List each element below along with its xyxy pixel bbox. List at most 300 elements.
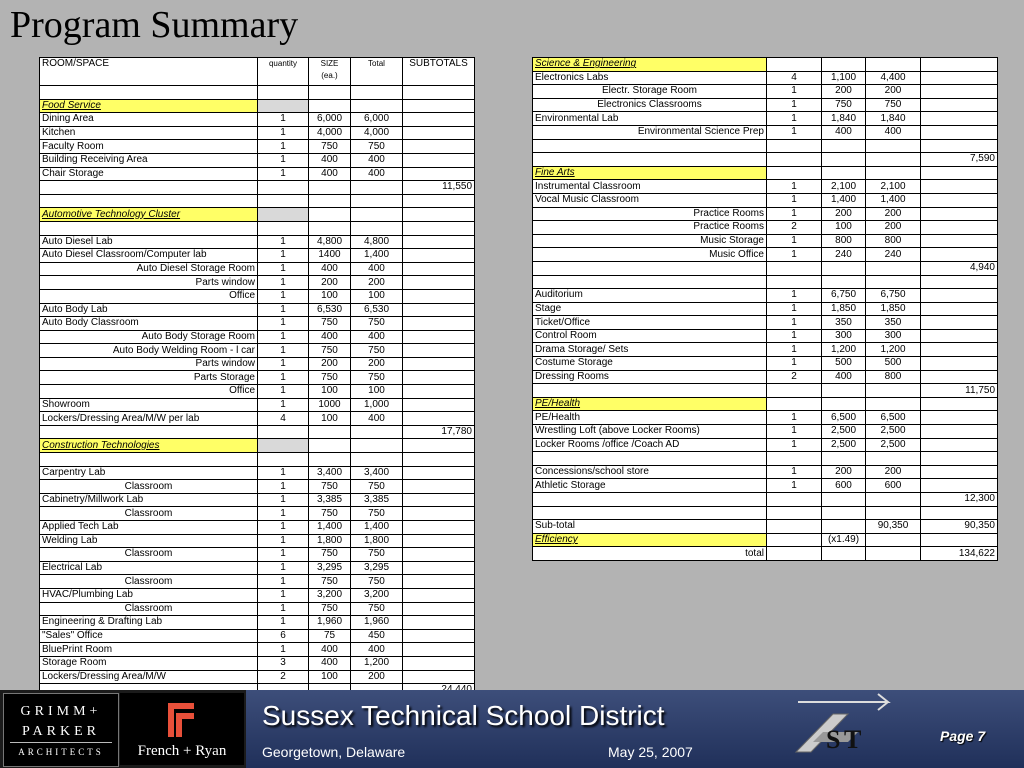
size-cell: (x1.49) xyxy=(822,533,866,547)
total-cell xyxy=(866,533,921,547)
quantity-cell xyxy=(258,208,309,222)
table-row xyxy=(40,656,475,670)
subtotal-cell xyxy=(921,221,998,235)
quantity-cell: 1 xyxy=(258,602,309,616)
room-cell: Sub-total xyxy=(533,520,767,534)
room-cell: Stage xyxy=(533,302,767,316)
size-cell: 500 xyxy=(822,357,866,371)
subtotal-cell xyxy=(921,397,998,411)
total-cell: 3,385 xyxy=(351,493,403,507)
total-cell xyxy=(866,166,921,180)
subtotal-cell xyxy=(921,533,998,547)
size-cell: 750 xyxy=(309,575,351,589)
room-cell: Building Receiving Area xyxy=(40,153,258,167)
size-cell: 6,750 xyxy=(822,289,866,303)
size-cell: 200 xyxy=(822,85,866,99)
table-row xyxy=(533,125,998,139)
quantity-cell: 1 xyxy=(767,85,822,99)
subtotal-cell xyxy=(403,153,475,167)
header-room: ROOM/SPACE xyxy=(40,58,258,86)
size-cell: 400 xyxy=(822,370,866,384)
subtotal-row xyxy=(533,153,998,167)
subtotal-cell xyxy=(921,112,998,126)
room-cell: BluePrint Room xyxy=(40,643,258,657)
quantity-cell: 1 xyxy=(767,316,822,330)
svg-text:T: T xyxy=(844,725,862,754)
french-ryan-logo xyxy=(120,693,244,765)
quantity-cell: 1 xyxy=(767,193,822,207)
quantity-cell xyxy=(767,58,822,72)
table-row xyxy=(40,643,475,657)
room-cell: Electronics Labs xyxy=(533,71,767,85)
subtotal-cell: 11,550 xyxy=(403,181,475,195)
quantity-cell: 1 xyxy=(258,317,309,331)
total-cell: 1,200 xyxy=(351,656,403,670)
room-cell: Auto Body Welding Room - l car xyxy=(40,344,258,358)
total-cell: 750 xyxy=(866,98,921,112)
size-cell: 1000 xyxy=(309,398,351,412)
quantity-cell xyxy=(767,520,822,534)
room-cell: Lockers/Dressing Area/M/W per lab xyxy=(40,412,258,426)
size-cell: 2,500 xyxy=(822,425,866,439)
size-cell xyxy=(822,547,866,561)
quantity-cell: 1 xyxy=(258,330,309,344)
quantity-cell: 3 xyxy=(258,656,309,670)
blank-row xyxy=(40,86,475,100)
total-cell: 750 xyxy=(351,371,403,385)
subtotal-cell xyxy=(921,58,998,72)
quantity-cell xyxy=(767,533,822,547)
room-cell: Auto Diesel Classroom/Computer lab xyxy=(40,249,258,263)
category-row xyxy=(40,208,475,222)
total-cell: 200 xyxy=(351,670,403,684)
table-row xyxy=(533,71,998,85)
room-cell: Auto Diesel Lab xyxy=(40,235,258,249)
total-cell: 200 xyxy=(866,465,921,479)
category-row xyxy=(40,439,475,453)
room-cell: Electrical Lab xyxy=(40,561,258,575)
room-cell xyxy=(40,425,258,439)
subtotal-cell xyxy=(403,262,475,276)
total-cell: 400 xyxy=(351,153,403,167)
subtotal-cell xyxy=(921,411,998,425)
room-cell: Parts window xyxy=(40,357,258,371)
total-cell xyxy=(866,506,921,520)
room-cell: Auto Body Lab xyxy=(40,303,258,317)
subtotal-cell xyxy=(921,479,998,493)
total-cell: 350 xyxy=(866,316,921,330)
subtotal-cell xyxy=(403,140,475,154)
table-row xyxy=(533,411,998,425)
table-row xyxy=(40,398,475,412)
total-cell: 600 xyxy=(866,479,921,493)
subtotal-cell xyxy=(403,548,475,562)
subtotal-row xyxy=(533,384,998,398)
room-cell xyxy=(533,139,767,153)
total-cell xyxy=(351,99,403,113)
table-row xyxy=(533,248,998,262)
total-cell: 3,200 xyxy=(351,588,403,602)
room-cell: Auto Diesel Storage Room xyxy=(40,262,258,276)
quantity-cell: 1 xyxy=(258,588,309,602)
total-cell: 2,100 xyxy=(866,180,921,194)
total-cell: 200 xyxy=(866,85,921,99)
subtotal-cell xyxy=(921,343,998,357)
subtotal-cell xyxy=(403,466,475,480)
subtotal-cell xyxy=(403,670,475,684)
size-cell: 100 xyxy=(309,670,351,684)
quantity-cell: 1 xyxy=(767,112,822,126)
size-cell: 1,100 xyxy=(822,71,866,85)
total-cell: 750 xyxy=(351,575,403,589)
table-row xyxy=(40,507,475,521)
room-cell xyxy=(40,86,258,100)
table-row xyxy=(533,289,998,303)
size-cell: 200 xyxy=(822,465,866,479)
quantity-cell: 2 xyxy=(258,670,309,684)
total-cell xyxy=(866,58,921,72)
subtotal-cell xyxy=(921,139,998,153)
size-cell: 4,000 xyxy=(309,126,351,140)
total-cell: 4,800 xyxy=(351,235,403,249)
quantity-cell: 1 xyxy=(767,289,822,303)
fr-emblem-icon xyxy=(166,701,198,739)
size-cell: 750 xyxy=(309,602,351,616)
table-row xyxy=(533,234,998,248)
size-cell: 3,200 xyxy=(309,588,351,602)
total-cell: 1,850 xyxy=(866,302,921,316)
total-cell xyxy=(866,397,921,411)
quantity-cell xyxy=(258,194,309,208)
size-cell xyxy=(309,181,351,195)
total-cell: 800 xyxy=(866,370,921,384)
table-row xyxy=(533,438,998,452)
blank-row xyxy=(533,506,998,520)
total-cell xyxy=(351,208,403,222)
subtotal-cell xyxy=(921,452,998,466)
room-cell xyxy=(40,453,258,467)
size-cell: 1,400 xyxy=(822,193,866,207)
quantity-cell: 1 xyxy=(767,180,822,194)
subtotal-row xyxy=(533,261,998,275)
blank-row xyxy=(40,221,475,235)
room-cell xyxy=(533,384,767,398)
subtotal-cell xyxy=(403,398,475,412)
subtotal-cell xyxy=(403,629,475,643)
category-row xyxy=(533,166,998,180)
quantity-cell xyxy=(258,99,309,113)
size-cell: 750 xyxy=(309,371,351,385)
table-row xyxy=(40,670,475,684)
quantity-cell xyxy=(767,452,822,466)
size-cell: 400 xyxy=(309,153,351,167)
size-cell xyxy=(822,139,866,153)
quantity-cell: 1 xyxy=(767,302,822,316)
quantity-cell: 1 xyxy=(767,425,822,439)
quantity-cell: 1 xyxy=(258,357,309,371)
subtotal-cell xyxy=(921,207,998,221)
quantity-cell: 1 xyxy=(767,98,822,112)
total-cell: 6,530 xyxy=(351,303,403,317)
table-row xyxy=(533,85,998,99)
size-cell: 2,500 xyxy=(822,438,866,452)
quantity-cell: 1 xyxy=(258,643,309,657)
room-cell: PE/Health xyxy=(533,397,767,411)
table-row xyxy=(533,221,998,235)
size-cell: 6,530 xyxy=(309,303,351,317)
size-cell: 400 xyxy=(309,330,351,344)
size-cell xyxy=(822,166,866,180)
room-cell: Office xyxy=(40,289,258,303)
quantity-cell xyxy=(258,425,309,439)
room-cell xyxy=(533,153,767,167)
room-cell: Practice Rooms xyxy=(533,207,767,221)
table-row xyxy=(533,479,998,493)
room-cell: Auto Body Storage Room xyxy=(40,330,258,344)
quantity-cell: 2 xyxy=(767,370,822,384)
date-text: May 25, 2007 xyxy=(608,744,693,760)
subtotal-cell xyxy=(403,303,475,317)
size-cell: 6,500 xyxy=(822,411,866,425)
total-cell: 1,840 xyxy=(866,112,921,126)
total-cell: 200 xyxy=(866,221,921,235)
size-cell: 350 xyxy=(822,316,866,330)
total-cell xyxy=(866,153,921,167)
room-cell: Lockers/Dressing Area/M/W xyxy=(40,670,258,684)
total-cell: 400 xyxy=(351,262,403,276)
subtotal-cell xyxy=(403,561,475,575)
size-cell: 400 xyxy=(309,167,351,181)
total-cell: 2,500 xyxy=(866,438,921,452)
subtotal-cell xyxy=(403,208,475,222)
size-cell: 4,800 xyxy=(309,235,351,249)
room-cell: Engineering & Drafting Lab xyxy=(40,616,258,630)
subtotal-cell xyxy=(921,425,998,439)
page-title: Program Summary xyxy=(10,4,299,46)
right-program-table xyxy=(532,57,998,561)
table-row xyxy=(40,575,475,589)
quantity-cell xyxy=(767,166,822,180)
subtotal-cell xyxy=(921,180,998,194)
size-cell: 240 xyxy=(822,248,866,262)
size-cell: 3,400 xyxy=(309,466,351,480)
room-cell: Music Storage xyxy=(533,234,767,248)
room-cell: Concessions/school store xyxy=(533,465,767,479)
size-cell: 1,840 xyxy=(822,112,866,126)
quantity-cell xyxy=(767,506,822,520)
room-cell: Parts Storage xyxy=(40,371,258,385)
size-cell: 750 xyxy=(309,507,351,521)
size-cell: 750 xyxy=(822,98,866,112)
room-cell xyxy=(533,493,767,507)
subtotal-cell xyxy=(403,249,475,263)
subtotal-cell xyxy=(921,370,998,384)
subtotal-cell xyxy=(403,480,475,494)
total-cell xyxy=(866,275,921,289)
subtotal-cell xyxy=(403,453,475,467)
room-cell: Dining Area xyxy=(40,113,258,127)
quantity-cell: 1 xyxy=(258,303,309,317)
table-row xyxy=(40,548,475,562)
quantity-cell: 2 xyxy=(767,221,822,235)
room-cell: Control Room xyxy=(533,329,767,343)
subtotal-row xyxy=(40,181,475,195)
quantity-cell: 1 xyxy=(767,234,822,248)
total-cell: 750 xyxy=(351,507,403,521)
size-cell xyxy=(822,261,866,275)
room-cell: Environmental Lab xyxy=(533,112,767,126)
total-cell: 1,960 xyxy=(351,616,403,630)
total-cell: 500 xyxy=(866,357,921,371)
total-cell: 6,750 xyxy=(866,289,921,303)
table-row xyxy=(533,357,998,371)
room-cell: "Sales" Office xyxy=(40,629,258,643)
room-cell: Dressing Rooms xyxy=(533,370,767,384)
subtotal-cell xyxy=(403,385,475,399)
subtotal-cell xyxy=(403,289,475,303)
room-cell: Ticket/Office xyxy=(533,316,767,330)
quantity-cell xyxy=(258,439,309,453)
table-row xyxy=(40,521,475,535)
room-cell xyxy=(533,506,767,520)
total-cell: 6,500 xyxy=(866,411,921,425)
total-cell: 200 xyxy=(351,357,403,371)
room-cell xyxy=(40,194,258,208)
total-cell: 800 xyxy=(866,234,921,248)
subtotal-cell xyxy=(403,534,475,548)
quantity-cell: 1 xyxy=(767,465,822,479)
room-cell: Kitchen xyxy=(40,126,258,140)
size-cell xyxy=(822,493,866,507)
room-cell: Wrestling Loft (above Locker Rooms) xyxy=(533,425,767,439)
subtotal-cell: 134,622 xyxy=(921,547,998,561)
logo-divider xyxy=(10,742,112,743)
quantity-cell xyxy=(258,221,309,235)
subtotal-cell: 7,590 xyxy=(921,153,998,167)
header-subtotals: SUBTOTALS xyxy=(403,58,475,86)
room-cell: Athletic Storage xyxy=(533,479,767,493)
total-cell: 300 xyxy=(866,329,921,343)
subtotal-cell xyxy=(921,316,998,330)
size-cell: 400 xyxy=(309,643,351,657)
subtotal-row xyxy=(40,425,475,439)
table-row xyxy=(40,629,475,643)
size-cell xyxy=(822,452,866,466)
room-cell: Applied Tech Lab xyxy=(40,521,258,535)
size-cell: 100 xyxy=(309,385,351,399)
table-row xyxy=(533,316,998,330)
grimm-parker-logo xyxy=(3,693,119,767)
size-cell: 750 xyxy=(309,140,351,154)
total-cell: 1,400 xyxy=(866,193,921,207)
table-row xyxy=(533,180,998,194)
size-cell xyxy=(309,221,351,235)
total-cell: 4,400 xyxy=(866,71,921,85)
total-cell: 1,000 xyxy=(351,398,403,412)
table-row xyxy=(40,249,475,263)
room-cell: Music Office xyxy=(533,248,767,262)
total-cell: 750 xyxy=(351,548,403,562)
total-cell: 1,400 xyxy=(351,249,403,263)
subtotal-cell xyxy=(921,506,998,520)
total-cell xyxy=(866,261,921,275)
total-cell xyxy=(866,452,921,466)
location-text: Georgetown, Delaware xyxy=(262,744,406,760)
quantity-cell: 1 xyxy=(767,438,822,452)
size-cell: 400 xyxy=(309,656,351,670)
header-size: SIZE (ea.) xyxy=(309,58,351,86)
total-cell: 450 xyxy=(351,629,403,643)
quantity-cell: 1 xyxy=(258,616,309,630)
subtotal-cell xyxy=(921,357,998,371)
size-cell: 200 xyxy=(822,207,866,221)
quantity-cell xyxy=(258,86,309,100)
subtotal-cell xyxy=(403,656,475,670)
size-cell xyxy=(309,453,351,467)
total-cell: 100 xyxy=(351,289,403,303)
total-cell: 750 xyxy=(351,344,403,358)
total-cell: 6,000 xyxy=(351,113,403,127)
size-cell xyxy=(309,425,351,439)
subtotal-cell xyxy=(921,193,998,207)
table-row xyxy=(40,602,475,616)
subtotal-cell xyxy=(403,616,475,630)
room-cell: Locker Rooms /office /Coach AD xyxy=(533,438,767,452)
table-row xyxy=(40,235,475,249)
category-row xyxy=(533,58,998,72)
subtotal-cell xyxy=(921,166,998,180)
blank-row xyxy=(533,452,998,466)
total-cell xyxy=(866,493,921,507)
quantity-cell xyxy=(767,275,822,289)
table-row xyxy=(40,289,475,303)
quantity-cell: 1 xyxy=(767,207,822,221)
subtotal-cell xyxy=(403,276,475,290)
subtotal-cell xyxy=(403,357,475,371)
quantity-cell: 1 xyxy=(767,125,822,139)
firm-name-line3: ARCHITECTS xyxy=(18,747,104,757)
subtotal-cell xyxy=(403,194,475,208)
quantity-cell: 1 xyxy=(767,479,822,493)
table-row xyxy=(40,385,475,399)
quantity-cell xyxy=(258,181,309,195)
total-cell: 750 xyxy=(351,602,403,616)
table-row xyxy=(40,480,475,494)
total-cell: 750 xyxy=(351,140,403,154)
quantity-cell xyxy=(767,261,822,275)
quantity-cell: 1 xyxy=(258,140,309,154)
size-cell xyxy=(309,99,351,113)
room-cell: Practice Rooms xyxy=(533,221,767,235)
subtotal-cell xyxy=(921,438,998,452)
table-row xyxy=(40,303,475,317)
table-row xyxy=(40,276,475,290)
table-row xyxy=(533,343,998,357)
room-cell: Welding Lab xyxy=(40,534,258,548)
size-cell: 400 xyxy=(309,262,351,276)
size-cell: 600 xyxy=(822,479,866,493)
room-cell: Cabinetry/Millwork Lab xyxy=(40,493,258,507)
subtotal-cell xyxy=(921,289,998,303)
quantity-cell: 1 xyxy=(767,411,822,425)
room-cell: Classroom xyxy=(40,548,258,562)
size-cell xyxy=(822,153,866,167)
size-cell: 3,385 xyxy=(309,493,351,507)
room-cell: Office xyxy=(40,385,258,399)
room-cell: Automotive Technology Cluster xyxy=(40,208,258,222)
total-cell xyxy=(351,194,403,208)
size-cell: 1,850 xyxy=(822,302,866,316)
